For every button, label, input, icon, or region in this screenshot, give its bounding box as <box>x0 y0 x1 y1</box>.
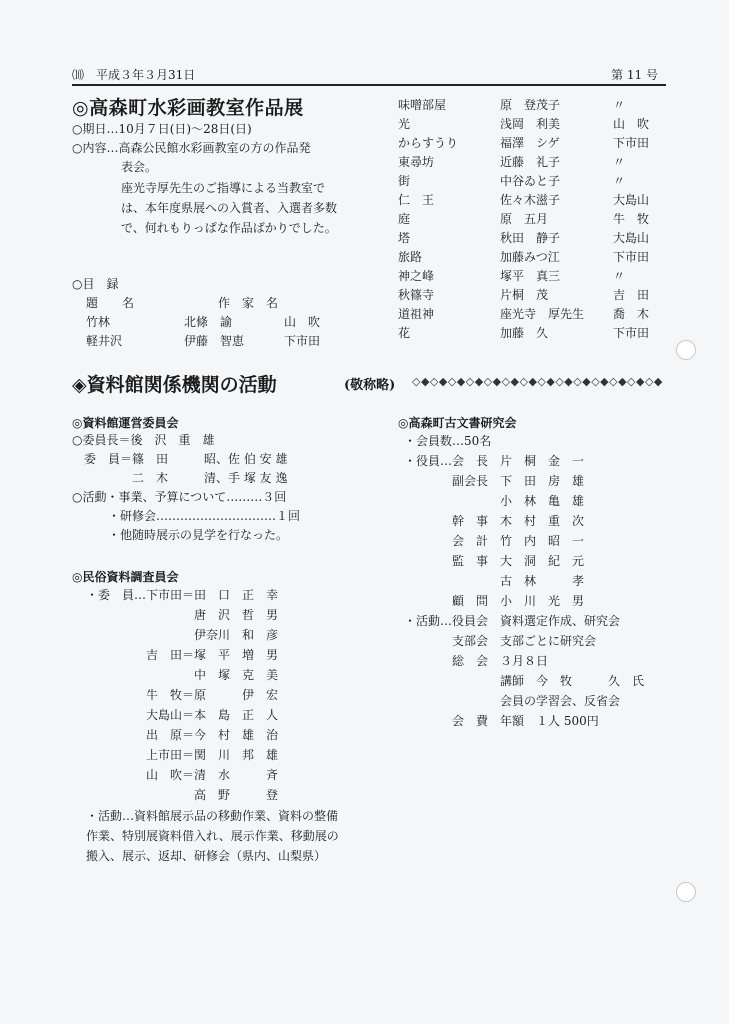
komonjo-lines <box>404 431 666 731</box>
line-text: ・活動…役員会 資料選定作成、研究会 <box>404 614 621 628</box>
text-line <box>404 431 666 451</box>
line-text: ○委員長＝後 沢 重 雄 <box>72 433 215 447</box>
line-text: 高 野 登 <box>86 788 279 802</box>
text-line <box>72 450 362 469</box>
text-line <box>86 645 376 665</box>
text-line <box>86 725 376 745</box>
text-line <box>404 471 666 491</box>
catalog-row <box>398 286 660 305</box>
line-text: 牛 牧＝原 伊 宏 <box>86 688 279 702</box>
work-title: 軽井沢 <box>86 334 123 348</box>
work-author: 塚平 真三 <box>500 269 561 283</box>
text-line <box>404 691 666 711</box>
work-title: 神之峰 <box>398 269 435 283</box>
exhibition-content-cont: 表会。 <box>121 160 158 174</box>
komonjo-title: ◎高森町古文書研究会 <box>398 416 517 430</box>
work-author: 伊藤 智恵 <box>184 334 245 348</box>
line-text: 古 林 孝 <box>404 574 585 588</box>
line-text: 支部会 支部ごとに研究会 <box>404 634 597 648</box>
diamond-rule: ◇◆◇◆◇◆◇◆◇◆◇◆◇◆◇◆◇◆◇◆◇◆◇◆◇◆◇◆ <box>412 375 663 388</box>
work-place: 吉 田 <box>613 288 650 302</box>
binder-hole-upper <box>676 340 696 360</box>
catalog-header-row <box>72 294 342 313</box>
text-line <box>72 488 362 507</box>
text-line <box>72 431 362 450</box>
work-place: 牛 牧 <box>613 212 650 226</box>
line-text: 会 計 竹 内 昭 一 <box>404 534 585 548</box>
activities-heading <box>72 370 666 396</box>
text-line <box>404 491 666 511</box>
text-line <box>86 745 376 765</box>
work-title: 秋篠寺 <box>398 288 435 302</box>
text-line <box>86 625 376 645</box>
work-title: 花 <box>398 326 411 340</box>
catalog-label: ○目 録 <box>72 277 119 291</box>
work-author: 片桐 茂 <box>500 288 549 302</box>
line-text: 上市田＝関 川 邦 雄 <box>86 748 279 762</box>
catalog-row <box>72 332 342 351</box>
work-title: 街 <box>398 174 411 188</box>
work-place: 下市田 <box>284 334 321 348</box>
text-line <box>404 671 666 691</box>
catalog-header-author: 作 家 名 <box>218 296 279 310</box>
catalog-row <box>398 134 660 153</box>
work-place: 大島山 <box>613 193 650 207</box>
text-line <box>404 611 666 631</box>
page-header <box>72 66 666 86</box>
work-place: 喬 木 <box>613 307 650 321</box>
line-text: ・委 員…下市田＝田 口 正 幸 <box>86 588 279 602</box>
catalog-row <box>398 115 660 134</box>
catalog-row <box>398 267 660 286</box>
catalog-row <box>72 313 342 332</box>
line-text: 会 費 年額 １人 500円 <box>404 714 599 728</box>
work-title: 光 <box>398 117 411 131</box>
catalog-row <box>398 210 660 229</box>
catalog-row <box>398 229 660 248</box>
work-place: 〃 <box>613 98 626 112</box>
work-place: 大島山 <box>613 231 650 245</box>
committee-title: ◎資料館運営委員会 <box>72 416 179 430</box>
catalog-row <box>398 96 660 115</box>
binder-hole-lower <box>676 882 696 902</box>
work-place: 〃 <box>613 269 626 283</box>
work-author: 北條 諭 <box>184 315 233 329</box>
text-line <box>404 631 666 651</box>
folk-lines <box>86 585 376 805</box>
work-author: 原 登茂子 <box>500 98 561 112</box>
line-text: 伊奈川 和 彦 <box>86 628 279 642</box>
catalog-row <box>398 172 660 191</box>
work-title: 塔 <box>398 231 411 245</box>
line-text: 会員の学習会、反省会 <box>404 694 621 708</box>
line-text: 唐 沢 哲 男 <box>86 608 279 622</box>
work-title: 庭 <box>398 212 411 226</box>
line-text: 吉 田＝塚 平 増 男 <box>86 648 279 662</box>
folk-title: ◎民俗資料調査員会 <box>72 570 179 584</box>
line-text: 総 会 ３月８日 <box>404 654 549 668</box>
work-title: 旅路 <box>398 250 423 264</box>
work-author: 福澤 シゲ <box>500 136 560 150</box>
line-text: ・他随時展示の見学を行なった。 <box>72 528 289 542</box>
work-place: 下市田 <box>613 136 650 150</box>
line-text: 講師 今 牧 久 氏 <box>404 674 645 688</box>
line-text: 出 原＝今 村 雄 治 <box>86 728 279 742</box>
text-line <box>404 451 666 471</box>
text-line <box>72 526 362 545</box>
catalog-row <box>398 324 660 343</box>
line-text: 副会長 下 田 房 雄 <box>404 474 585 488</box>
work-author: 加藤みつ江 <box>500 250 560 264</box>
work-title: 味噌部屋 <box>398 98 447 112</box>
work-place: 山 吹 <box>613 117 650 131</box>
line-text: ○活動・事業、予算について………３回 <box>72 490 287 504</box>
line-text: 山 吹＝清 水 斉 <box>86 768 279 782</box>
work-title: 東尋坊 <box>398 155 435 169</box>
catalog-row <box>398 305 660 324</box>
issue-number: 第 11 号 <box>611 68 658 82</box>
text-line <box>86 685 376 705</box>
work-title: 仁 王 <box>398 193 435 207</box>
catalog-left <box>72 294 342 351</box>
catalog-row <box>398 153 660 172</box>
work-place: 〃 <box>613 155 626 169</box>
catalog-right <box>398 96 660 343</box>
activities-title: ◈資料館関係機関の活動 <box>72 374 277 396</box>
work-place: 山 吹 <box>284 315 321 329</box>
line-text: 大島山＝本 島 正 人 <box>86 708 279 722</box>
line-text: 顧 問 小 川 光 男 <box>404 594 585 608</box>
text-line <box>404 551 666 571</box>
header-rule <box>72 84 666 86</box>
line-text: ・役員…会 長 片 桐 金 一 <box>404 454 585 468</box>
work-author: 中谷ゐと子 <box>500 174 561 188</box>
line-text: 監 事 大 洞 紀 元 <box>404 554 585 568</box>
exhibition-title: ◎高森町水彩画教室作品展 <box>72 97 304 119</box>
text-line <box>86 705 376 725</box>
exhibition-content: ○内容…高森公民館水彩画教室の方の作品発 <box>72 141 311 155</box>
work-author: 秋田 静子 <box>500 231 561 245</box>
line-text: ・研修会…………………………１回 <box>72 509 301 523</box>
work-author: 近藤 礼子 <box>500 155 561 169</box>
work-author: 佐々木滋子 <box>500 193 561 207</box>
text-line <box>404 651 666 671</box>
activities-subtitle: (敬称略) <box>344 378 396 393</box>
work-author: 座光寺 厚先生 <box>500 307 585 321</box>
text-line <box>86 605 376 625</box>
text-line <box>72 507 362 526</box>
catalog-row <box>398 191 660 210</box>
text-line <box>404 571 666 591</box>
text-line <box>72 469 362 488</box>
exhibition-description: 座光寺厚先生のご指導による当教室では、本年度県展への入賞者、入選者多数で、何れもりっぱな作品ばかりでした。 <box>121 181 338 235</box>
catalog-row <box>398 248 660 267</box>
issue-date: ⑽ 平成３年３月31日 <box>72 68 196 82</box>
line-text: 委 員＝篠 田 昭、佐 伯 安 雄 <box>72 452 288 466</box>
work-place: 下市田 <box>613 250 650 264</box>
work-author: 浅岡 利美 <box>500 117 561 131</box>
line-text: 二 木 清、手 塚 友 逸 <box>72 471 288 485</box>
text-line <box>86 585 376 605</box>
line-text: ・会員数…50名 <box>404 434 492 448</box>
line-text: 幹 事 木 村 重 次 <box>404 514 585 528</box>
work-place: 下市田 <box>613 326 650 340</box>
text-line <box>86 785 376 805</box>
line-text: 小 林 亀 雄 <box>404 494 585 508</box>
work-title: 道祖神 <box>398 307 435 321</box>
work-place: 〃 <box>613 174 626 188</box>
exhibition-period: ○期日…10月７日(日)〜28日(日) <box>72 122 252 136</box>
work-author: 加藤 久 <box>500 326 549 340</box>
text-line <box>404 591 666 611</box>
text-line <box>404 531 666 551</box>
catalog-header-title: 題 名 <box>86 296 135 310</box>
text-line <box>86 665 376 685</box>
text-line <box>86 765 376 785</box>
folk-activity: ・活動…資料館展示品の移動作業、資料の整備作業、特別展資料借入れ、展示作業、移動展の搬入、展示、返却、研修会（県内、山梨県） <box>86 809 339 863</box>
text-line <box>404 711 666 731</box>
work-author: 原 五月 <box>500 212 549 226</box>
work-title: からすうり <box>398 136 459 150</box>
line-text: 中 塚 克 美 <box>86 668 279 682</box>
committee-lines <box>72 431 362 545</box>
text-line <box>404 511 666 531</box>
work-title: 竹林 <box>86 315 111 329</box>
